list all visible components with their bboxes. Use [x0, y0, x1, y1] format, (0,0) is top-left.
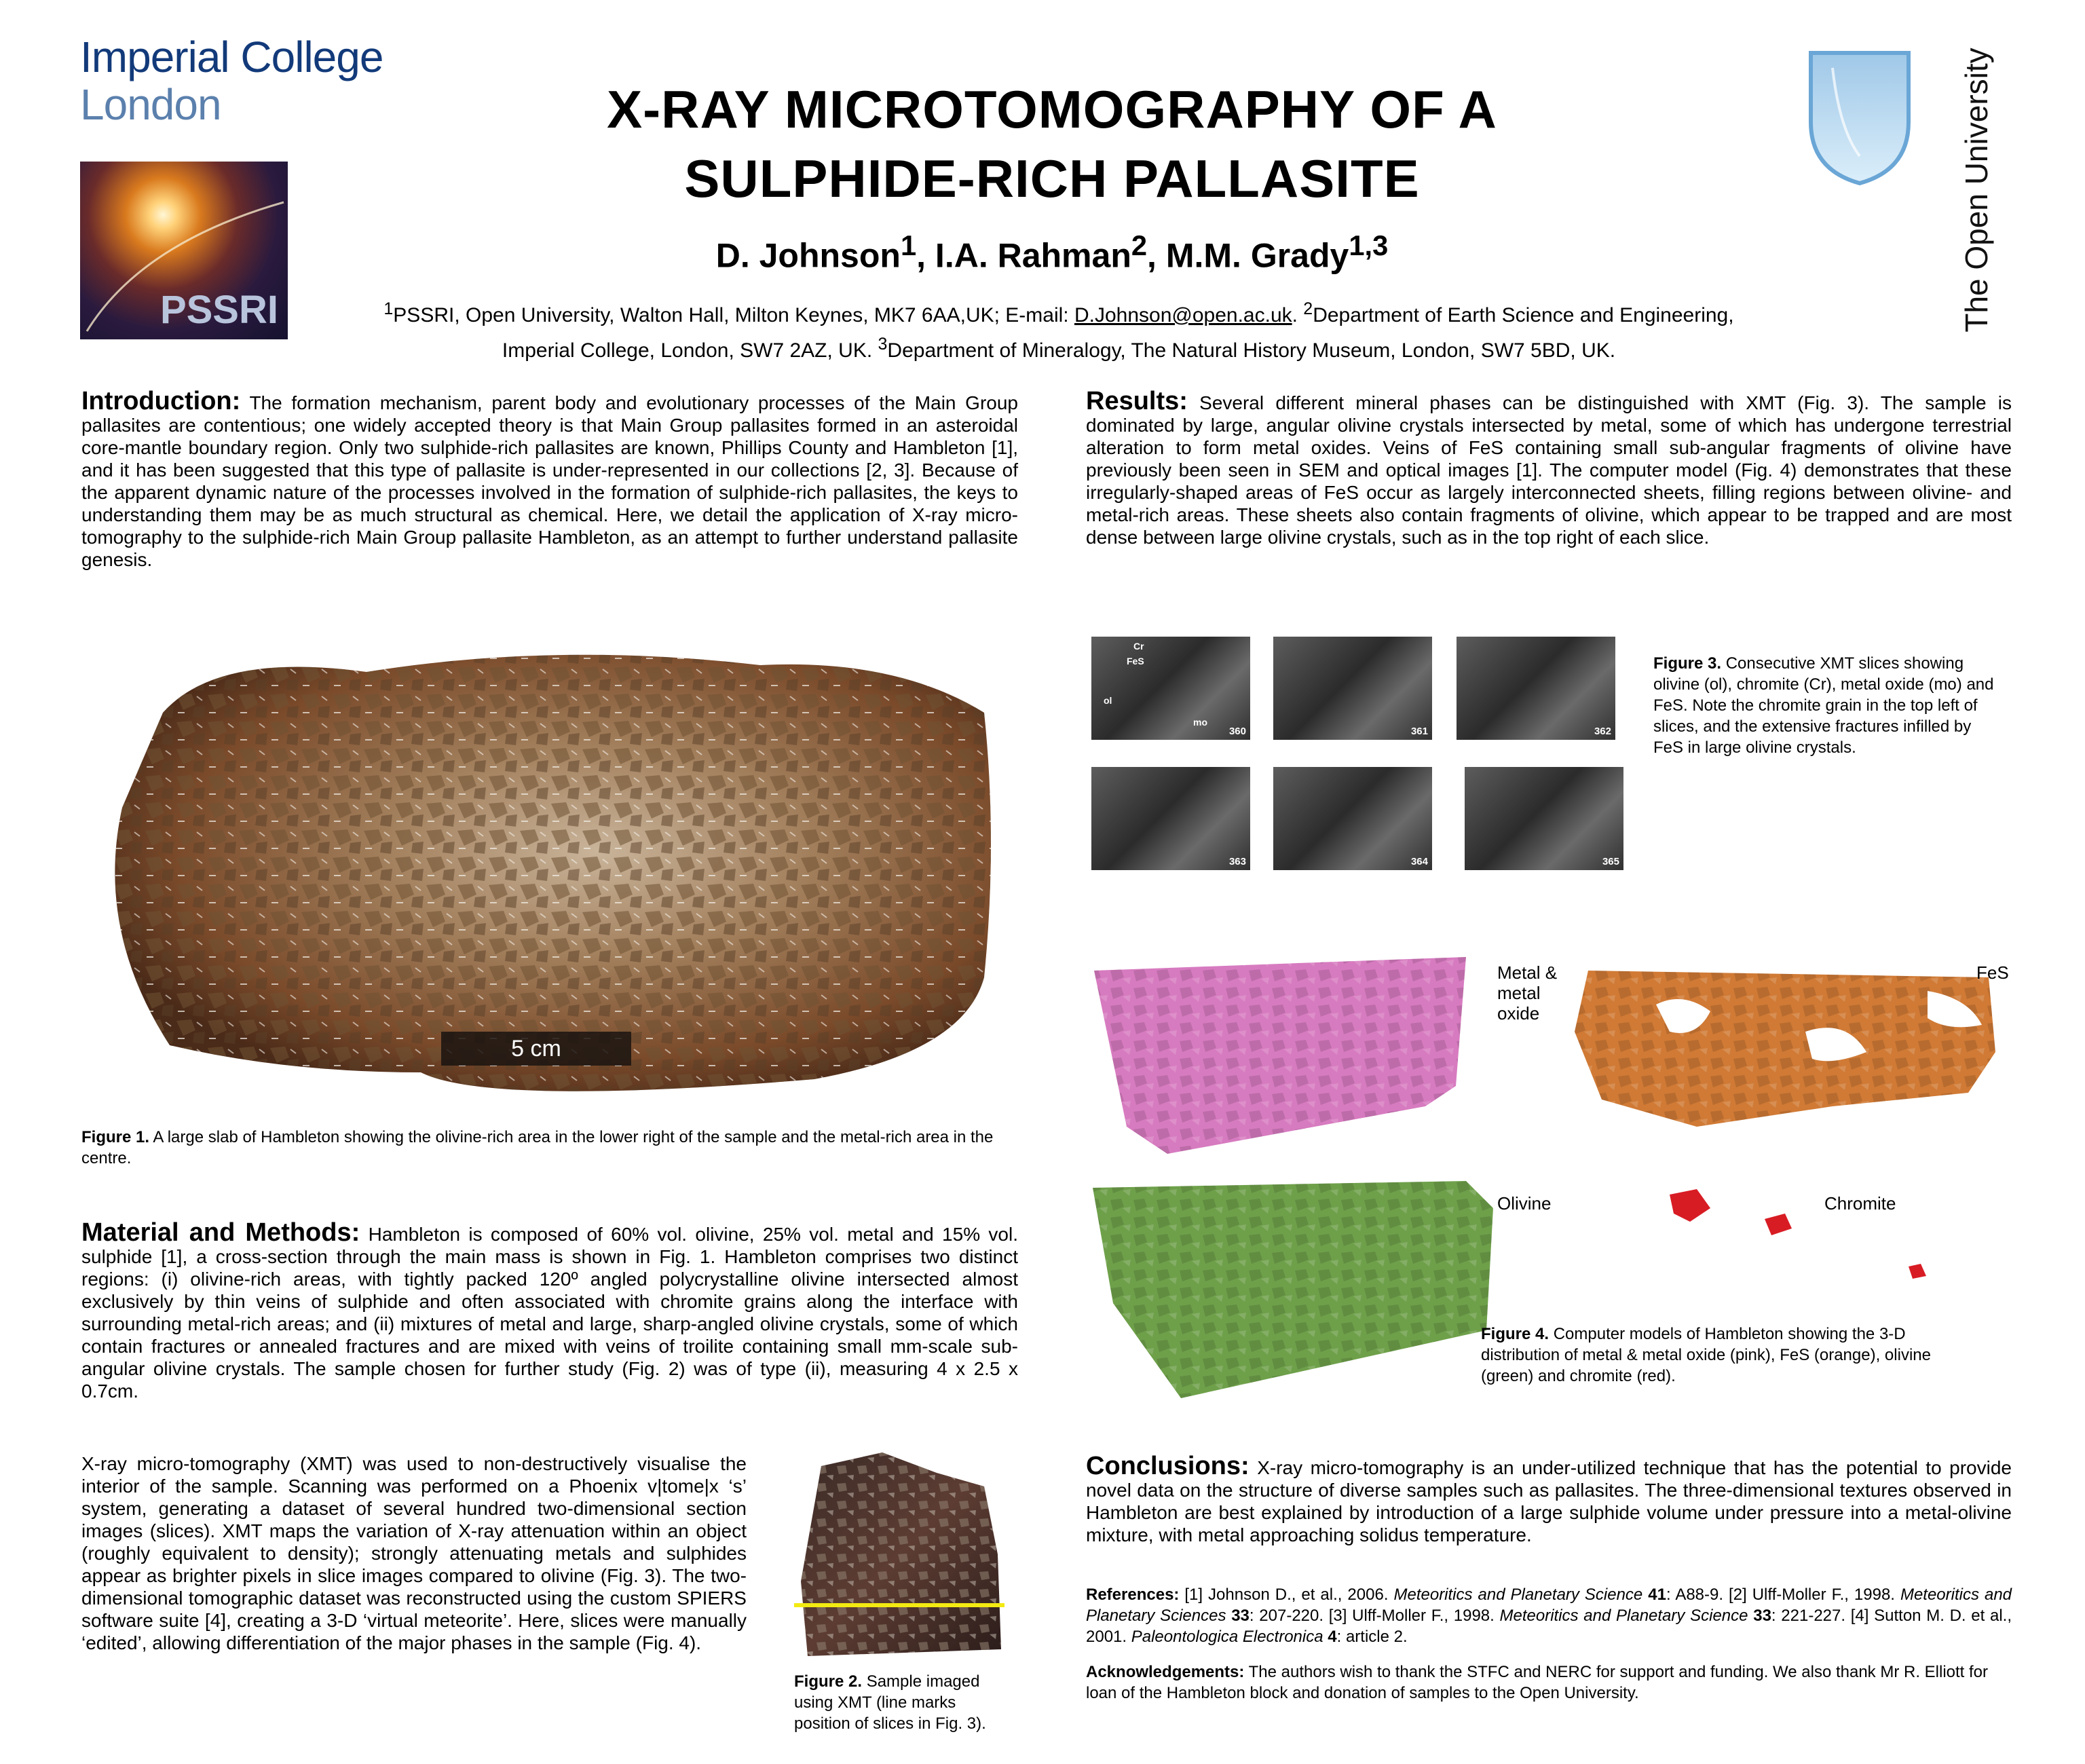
affiliations [367, 295, 1751, 365]
caption-text: A large slab of Hambleton showing the olivine-rich area in the lower right of the sample and the metal-rich area in the centre. [81, 1128, 994, 1167]
figure1-photo [81, 638, 1025, 1106]
introduction-text: The formation mechanism, parent body and evolutionary processes of the Main Group pallasites are contentious; one widely accepted theory is that Main Group pallasites formed in an asteroidal core-mantle boundary region. Only two sulphide-rich pallasites are known, Phillips County and Hambleton [1], and it has been suggested that this type of pallasite is under-represented in our collections [2, 3]. Because of the apparent dynamic nature of the processes involved in the formation of sulphide-rich pallasites, the keys to understanding them may be as much structural as chemical. Here, we detail the application of X-ray micro-tomography to the sulphide-rich Main Group pallasite Hambleton, as an attempt to further understand pallasite genesis. [81, 392, 1018, 570]
affil-text: . [1292, 304, 1304, 326]
figure3-caption [1653, 653, 1999, 758]
sample-image [794, 1446, 1004, 1663]
slice-number: 364 [1410, 856, 1428, 867]
open-university-shield-icon [1805, 48, 1914, 187]
author-name: M.M. Grady [1165, 236, 1349, 275]
slice-label-fes: FeS [1127, 656, 1144, 667]
poster-title [434, 75, 1670, 213]
open-university-wordmark [1955, 48, 1998, 333]
xmt-slice [1091, 637, 1250, 740]
xmt-slice [1273, 637, 1432, 740]
caption-text: Consecutive XMT slices showing olivine (ol), chromite (Cr), metal oxide (mo) and FeS. Note the chromite grain in the top left of slices, and the extensive fractures infilled by FeS in large olivine crystals. [1653, 654, 1994, 757]
ref-text: [1] Johnson D., et al., 2006. [1179, 1585, 1394, 1604]
methods-paragraph2: X-ray micro-tomography (XMT) was used to non-destructively visualise the interior of the sample. Scanning was performed on a Phoenix v|tome|x ‘s’ system, generating a dataset of several hundred two-dimensional section images (slices). XMT maps the variation of X-ray attenuation within an object (roughly equivalent to density); strongly attenuating metals and sulphides appear as brighter pixels in slice images compared to olivine (Fig. 3). The two-dimensional tomographic dataset was reconstructed using the custom SPIERS software suite [4], creating a 3-D ‘virtual meteorite’. Here, slices were manually ‘edited’, allowing differentiation of the major phases in the sample (Fig. 4). [81, 1453, 747, 1653]
xmt-slice [1457, 637, 1615, 740]
figure2-caption [794, 1671, 1011, 1734]
degree-sign: º [571, 1269, 578, 1290]
references-section [1086, 1584, 2012, 1647]
imperial-college-logo [80, 33, 383, 129]
slice-label-cr: Cr [1133, 641, 1144, 652]
open-university-text: The Open University [1959, 48, 1994, 333]
email-link[interactable]: D.Johnson@open.ac.uk [1074, 304, 1292, 326]
ref-volume: 41 [1648, 1585, 1666, 1604]
author-sup: 1 [900, 229, 917, 261]
affil-text: PSSRI, Open University, Walton Hall, Milton Keynes, MK7 6AA,UK; E-mail: [393, 304, 1074, 326]
affil-text: Department of Earth Science and Engineering, Imperial College, London, SW7 2AZ, UK. [502, 304, 1734, 362]
caption-label: Figure 2. [794, 1672, 863, 1691]
xmt-slice [1091, 767, 1250, 870]
caption-label: Figure 4. [1481, 1325, 1549, 1343]
ref-text: : 207-220. [3] Ulff-Moller F., 1998. [1249, 1607, 1500, 1625]
ref-volume: 33 [1231, 1607, 1250, 1625]
results-heading: Results: [1086, 387, 1188, 415]
figure2-photo [794, 1446, 1004, 1663]
slice-number: 362 [1594, 726, 1611, 737]
imperial-logo-line1: Imperial College [80, 33, 383, 81]
conclusions-heading: Conclusions: [1086, 1452, 1250, 1480]
references-heading: References: [1086, 1585, 1180, 1604]
label-fes: FeS [1976, 962, 2009, 983]
introduction-section [81, 387, 1018, 571]
ref-text: : A88-9. [2] Ulff-Moller F., 1998. [1666, 1585, 1900, 1604]
title-line2: SULPHIDE-RICH PALLASITE [684, 149, 1420, 208]
results-section [1086, 387, 2012, 548]
affil-sup: 3 [878, 335, 888, 354]
methods-text: angled polycrystalline olivine intersected almost exclusively by thin veins of sulphide and often associated with chromite grains along the interface with surrounding metal-rich areas; and (ii) mixtures of metal and large, sharp-angled olivine crystals, some of which contain fractures or annealed fractures and are mixed with veins of troilite containing small mm-scale sub-angular olivine crystals. The sample chosen for further study (Fig. 2) was of type (ii), measuring 4 x 2.5 x 0.7cm. [81, 1269, 1018, 1402]
ref-journal: Paleontologica Electronica [1131, 1628, 1323, 1646]
scale-bar-label: 5 cm [511, 1036, 561, 1062]
slice-number: 365 [1602, 856, 1619, 867]
affil-text: Department of Mineralogy, The Natural History Museum, London, SW7 5BD, UK. [887, 339, 1616, 362]
acknowledgements-text: The authors wish to thank the STFC and NERC for support and funding. We also thank Mr R. Elliott for loan of the Hambleton block and donation of samples to the Open University. [1086, 1663, 1989, 1702]
pssri-label: PSSRI [159, 288, 278, 332]
affil-sup: 1 [383, 299, 394, 318]
acknowledgements-section [1086, 1662, 2012, 1704]
methods-section [81, 1218, 1019, 1402]
ref-volume: 33 [1753, 1607, 1771, 1625]
ref-journal: Meteoritics and Planetary Science [1393, 1585, 1643, 1604]
title-line1: X-RAY MICROTOMOGRAPHY OF A [607, 79, 1497, 139]
author-name: D. Johnson [715, 236, 901, 275]
authors: D. Johnson$^1$, I.A. Rahman$^2$, M.M. Grady$^{1,3}$ [715, 229, 1389, 275]
slice-number: 363 [1228, 856, 1246, 867]
author-sup: 1,3 [1349, 229, 1389, 261]
slice-number: 360 [1228, 726, 1246, 737]
author-sup: 2 [1131, 229, 1148, 261]
results-text: Several different mineral phases can be distinguished with XMT (Fig. 3). The sample is dominated by large, angular olivine crystals intersected by metal, some of which has undergone terrestrial alteration to form metal oxides. Veins of FeS containing small sub-angular fragments of olivine have previously been seen in SEM and optical images [1]. The computer model (Fig. 4) demonstrates that these irregularly-shaped areas of FeS occur as largely interconnected sheets, filling regions between olivine- and metal-rich areas. These sheets also contain fragments of olivine, which appear to be trapped and are most dense between large olivine crystals, such as in the top right of each slice. [1086, 392, 2012, 548]
label-olivine: Olivine [1497, 1193, 1552, 1214]
caption-label: Figure 1. [81, 1128, 150, 1146]
slice-number: 361 [1410, 726, 1428, 737]
label-chromite: Chromite [1824, 1193, 1896, 1214]
hambleton-slab-image [81, 638, 1025, 1106]
ref-text: : 221-227. [4] Sutton M. D. et al., 2001. [1086, 1607, 2012, 1646]
imperial-logo-line2: London [80, 80, 221, 129]
pssri-logo [80, 162, 288, 339]
slice-label-ol: ol [1104, 695, 1112, 706]
label-metal: Metal & metal oxide [1497, 962, 1558, 1024]
ref-text: : article 2. [1336, 1628, 1408, 1646]
introduction-heading: Introduction: [81, 387, 241, 415]
conclusions-text: X-ray micro-tomography is an under-utilized technique that has the potential to provide novel data on the structure of diverse samples such as pallasites. The three-dimensional textures observed in Hambleton are best explained by introduction of a large sulphide volume under pressure into a metal-olivine mixture, with metal approaching solidus temperature. [1086, 1457, 2012, 1545]
methods-text: Hambleton is composed of 60% vol. olivine, 25% vol. metal and 15% vol. sulphide [1], a cross-section through the main mass is shown in Fig. 1. Hambleton comprises two distinct regions: (i) olivine-rich areas, with tightly packed 120 [81, 1224, 1019, 1290]
caption-text: Computer models of Hambleton showing the 3-D distribution of metal & metal oxide (pink), FeS (orange), olivine (green) and chromite (red). [1481, 1325, 1931, 1385]
author-name: I.A. Rahman [935, 236, 1131, 275]
caption-text: Sample imaged using XMT (line marks position of slices in Fig. 3). [794, 1672, 986, 1733]
ref-journal: Meteoritics and Planetary Sciences [1086, 1585, 2012, 1625]
ref-journal: Meteoritics and Planetary Science [1499, 1607, 1748, 1625]
caption-label: Figure 3. [1653, 654, 1722, 673]
ref-volume: 4 [1328, 1628, 1337, 1646]
methods-heading: Material and Methods: [81, 1218, 360, 1247]
slice-label-mo: mo [1193, 717, 1207, 728]
figure1-caption [81, 1127, 1018, 1169]
conclusions-section [1086, 1452, 2012, 1546]
xmt-slice [1273, 767, 1432, 870]
acknowledgements-heading: Acknowledgements: [1086, 1663, 1245, 1681]
figure4-caption [1481, 1324, 1970, 1387]
affil-sup: 2 [1303, 299, 1313, 318]
xmt-slice [1465, 767, 1623, 870]
